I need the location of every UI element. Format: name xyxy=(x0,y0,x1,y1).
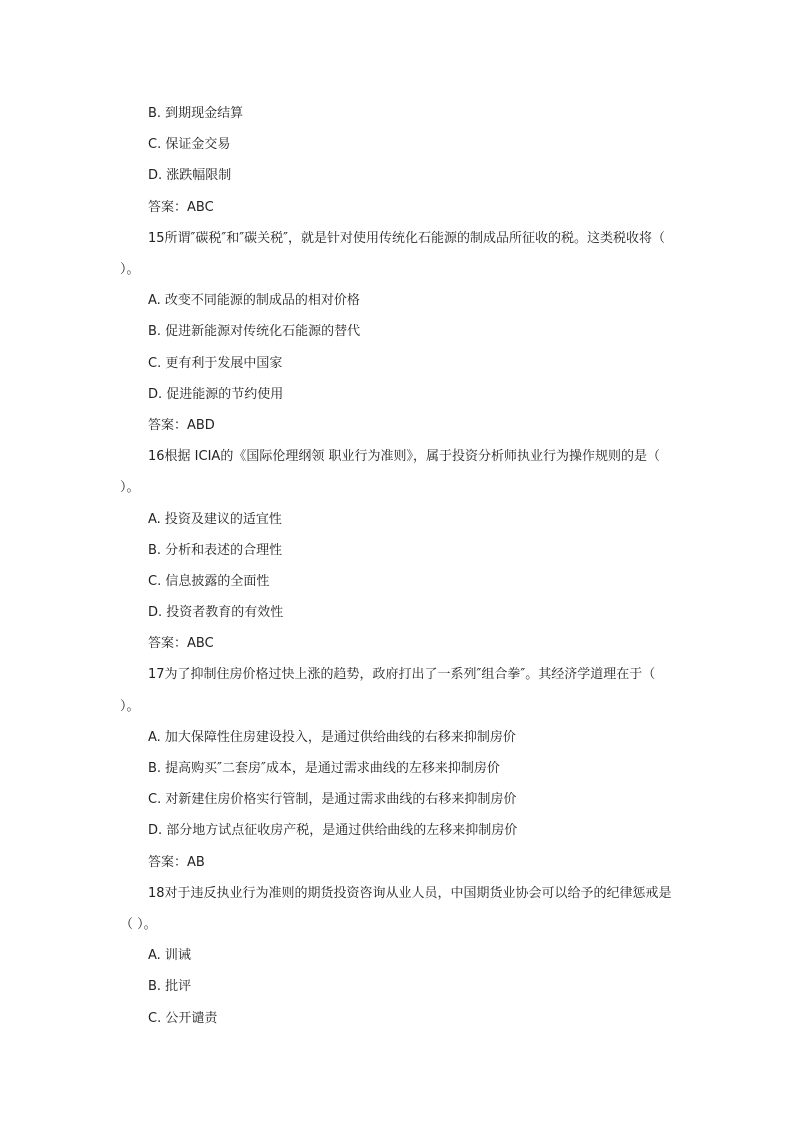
option-c-q18: C. 公开谴责 xyxy=(148,1010,218,1026)
question-18: 18对于违反执业行为准则的期货投资咨询从业人员，中国期货业协会可以给予的纪律惩戒是（ ）。 xyxy=(120,885,672,932)
answer-q15: 答案：ABD xyxy=(148,417,215,433)
option-d-q14: D. 涨跌幅限制 xyxy=(148,168,232,184)
option-a-q18: A. 训诫 xyxy=(148,948,191,964)
option-b-q17: B. 提高购买″二套房″成本，是通过需求曲线的左移来抑制房价 xyxy=(148,761,500,777)
option-d-q16: D. 投资者教育的有效性 xyxy=(148,605,284,621)
answer-q17: 答案：AB xyxy=(148,854,205,870)
option-c-q15: C. 更有利于发展中国家 xyxy=(148,355,283,371)
answer-q14: 答案：ABC xyxy=(148,199,214,215)
option-d-q17: D. 部分地方试点征收房产税，是通过供给曲线的左移来抑制房价 xyxy=(148,823,518,839)
option-a-q16: A. 投资及建议的适宜性 xyxy=(148,511,282,527)
question-17: 17为了抑制住房价格过快上涨的趋势，政府打出了一系列″组合拳″。其经济学道理在于（ ）。 xyxy=(120,667,656,714)
option-c-q14: C. 保证金交易 xyxy=(148,137,231,153)
option-b-q14: B. 到期现金结算 xyxy=(148,106,244,121)
exam-content xyxy=(120,98,676,1034)
option-b-q15: B. 促进新能源对传统化石能源的替代 xyxy=(148,324,361,340)
option-c-q16: C. 信息披露的全面性 xyxy=(148,573,270,589)
question-16: 16根据 ICIA的《国际伦理纲领 职业行为准则》，属于投资分析师执业行为操作规则的是（ ）。 xyxy=(120,449,660,496)
option-d-q15: D. 促进能源的节约使用 xyxy=(148,386,284,402)
answer-q16: 答案：ABC xyxy=(148,636,214,652)
option-a-q15: A. 改变不同能源的制成品的相对价格 xyxy=(148,293,360,309)
question-15: 15所谓″碳税″和″碳关税″，就是针对使用传统化石能源的制成品所征收的税。这类税收将（ ）。 xyxy=(120,230,665,277)
option-c-q17: C. 对新建住房价格实行管制，是通过需求曲线的右移来抑制房价 xyxy=(148,792,517,808)
option-b-q18: B. 批评 xyxy=(148,979,192,995)
option-a-q17: A. 加大保障性住房建设投入，是通过供给曲线的右移来抑制房价 xyxy=(148,729,516,745)
option-b-q16: B. 分析和表述的合理性 xyxy=(148,542,283,558)
